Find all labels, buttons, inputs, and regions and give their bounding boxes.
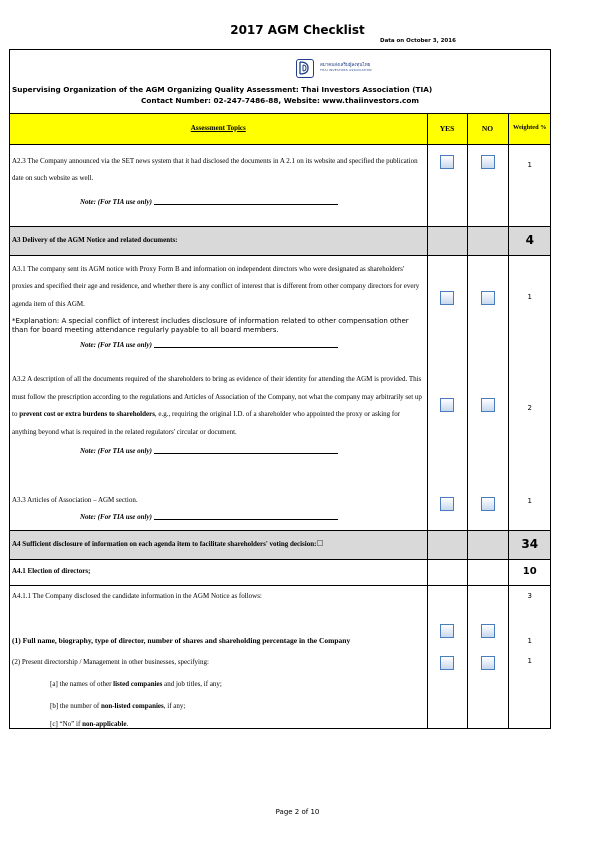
table-row	[10, 609, 551, 655]
section-a4-row	[10, 530, 551, 559]
a32-text: A3.2 A description of all the documents required of the shareholders to bring as evidence of their identity for attending the AGM is provided. This must follow the prescription according to the regulations and Articles of Association of the Company, not what the company may arbitrarily set up to prevent cost or extra burdens to shareholders, e.g., requiring the original I.D. of a shareholder who appointed the proxy or asking for anything beyond what is required in the related regulators' circular or document.	[12, 375, 422, 436]
a33-yes-cell	[427, 488, 467, 530]
page-number: Page 2 of 10	[275, 808, 320, 816]
org-contact: Contact Number: 02-247-7486-88, Website: www.thaiinvestors.com	[141, 96, 419, 105]
tia-logo-icon	[296, 59, 314, 78]
data-date: Data on October 3, 2016	[380, 38, 456, 44]
section-a4-title: A4 Sufficient disclosure of information on each agenda item to facilitate shareholders' voting decision:	[10, 530, 427, 559]
a31-yes-cell	[427, 255, 467, 370]
a33-text: A3.3 Articles of Association – AGM section.	[12, 496, 138, 504]
a32-topic	[10, 370, 427, 488]
a32-no-checkbox[interactable]	[481, 398, 495, 412]
a32-weight: 2	[508, 370, 551, 488]
a23-topic	[10, 144, 427, 226]
item1-yes-cell	[427, 609, 467, 655]
section-a3-title: A3 Delivery of the AGM Notice and related documents:	[10, 226, 427, 255]
item2-no-cell	[467, 655, 508, 729]
a23-yes-cell	[427, 144, 467, 226]
item2-topic	[10, 655, 427, 729]
item2-no-checkbox[interactable]	[481, 656, 495, 670]
table-row	[10, 488, 551, 530]
a31-explanation: *Explanation: A special conflict of interest includes disclosure of information related to other compensation other than for board meeting attendance regularly payable to all board members.	[12, 317, 409, 335]
a33-weight: 1	[508, 488, 551, 530]
a32-yes-cell	[427, 370, 467, 488]
item1-text: (1) Full name, biography, type of director, number of shares and shareholding percentage in the Company	[12, 635, 351, 645]
org-title: Supervising Organization of the AGM Organizing Quality Assessment: Thai Investors Association (TIA)	[12, 85, 433, 94]
org-header	[10, 50, 550, 114]
checklist-frame	[9, 49, 551, 729]
a23-text: A2.3 The Company announced via the SET news system that it had disclosed the documents in A 2.1 on its website and specified the publication date on such website as well.	[12, 156, 418, 182]
header-yes: YES	[427, 114, 467, 144]
item2-sub-c: [c] “No” if non-applicable.	[50, 720, 129, 729]
a411-text: A4.1.1 The Company disclosed the candidate information in the AGM Notice as follows:	[12, 592, 262, 601]
a23-no-cell	[467, 144, 508, 226]
a23-yes-checkbox[interactable]	[440, 155, 454, 169]
a33-no-checkbox[interactable]	[481, 497, 495, 511]
assessment-table	[10, 114, 551, 729]
item1-topic	[10, 609, 427, 655]
item2-sub-b: [b] the number of non-listed companies, if any;	[50, 701, 186, 710]
a23-weight: 1	[508, 144, 551, 226]
a31-yes-checkbox[interactable]	[440, 291, 454, 305]
logo-english-text: THAI INVESTORS ASSOCIATION	[320, 68, 372, 72]
section-a4-weight: 34	[508, 530, 551, 559]
section-a3-weight: 4	[508, 226, 551, 255]
table-header	[10, 114, 551, 144]
table-row	[10, 559, 551, 585]
a41-weight: 10	[508, 559, 551, 585]
a411-weight: 3	[508, 585, 551, 609]
a31-weight: 1	[508, 255, 551, 370]
page-title: 2017 AGM Checklist	[230, 23, 365, 37]
a32-note: Note: (For TIA use only)	[10, 447, 427, 457]
a33-topic	[10, 488, 427, 530]
item1-yes-checkbox[interactable]	[440, 624, 454, 638]
header-weight: Weighted %	[508, 114, 551, 144]
unchecked-box-icon	[317, 540, 323, 546]
a41-title: A4.1 Election of directors;	[12, 567, 91, 576]
a411-topic	[10, 585, 427, 609]
item2-weight: 1	[508, 655, 551, 729]
table-row	[10, 585, 551, 609]
section-a3-row	[10, 226, 551, 255]
table-row	[10, 255, 551, 370]
item1-weight: 1	[508, 609, 551, 655]
a32-no-cell	[467, 370, 508, 488]
item2-sub-a: [a] the names of other listed companies and job titles, if any;	[50, 679, 222, 688]
a31-note: Note: (For TIA use only)	[10, 341, 427, 351]
header-topic: Assessment Topics	[10, 114, 427, 144]
a33-note: Note: (For TIA use only)	[10, 513, 427, 523]
item1-no-cell	[467, 609, 508, 655]
a31-text: A3.1 The company sent its AGM notice with Proxy Form B and information on independent directors who were designated as shareholders' proxies and specified their age and residence, and whether there is any conflict of interest that is different from other company directors for every agenda item of this AGM.	[12, 264, 420, 308]
a33-no-cell	[467, 488, 508, 530]
logo-thai-text: สมาคมส่งเสริมผู้ลงทุนไทย	[320, 63, 371, 68]
a33-yes-checkbox[interactable]	[440, 497, 454, 511]
a23-no-checkbox[interactable]	[481, 155, 495, 169]
item1-no-checkbox[interactable]	[481, 624, 495, 638]
table-row	[10, 370, 551, 488]
a31-no-cell	[467, 255, 508, 370]
a23-note: Note: (For TIA use only)	[10, 198, 427, 208]
item2-text: (2) Present directorship / Management in other businesses, specifying:	[12, 658, 209, 666]
a32-yes-checkbox[interactable]	[440, 398, 454, 412]
table-row	[10, 655, 551, 729]
a41-topic	[10, 559, 427, 585]
item2-yes-checkbox[interactable]	[440, 656, 454, 670]
item2-yes-cell	[427, 655, 467, 729]
a31-topic	[10, 255, 427, 370]
header-no: NO	[467, 114, 508, 144]
a31-no-checkbox[interactable]	[481, 291, 495, 305]
table-row	[10, 144, 551, 226]
